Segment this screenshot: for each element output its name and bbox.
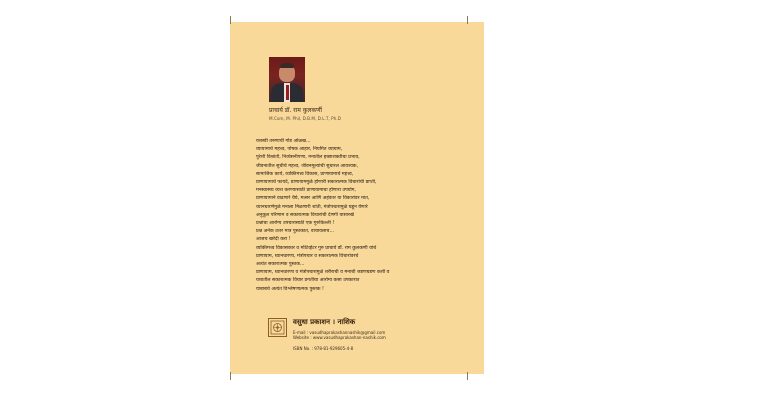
blurb-line: प्राणायाम, ध्यानधारणा, मंत्रोपचार व सकारात्मक विचारांवरचे xyxy=(256,253,359,259)
blurb-line: यशातील सकारात्मक विचार प्रगतीचा आरोग्य कसा उपकारात xyxy=(256,278,360,284)
crop-mark-bottom-right xyxy=(467,372,468,380)
author-name: प्राचार्य डॉ. राम कुलकर्णी xyxy=(269,107,322,114)
blurb-line: अनुकूल परिणाम व सकारात्मक विचारांची देणगी यासारखे xyxy=(256,212,354,218)
author-photo-tie xyxy=(286,85,289,100)
author-photo xyxy=(269,57,305,102)
publisher-logo-icon xyxy=(268,318,287,337)
blurb-line: मनस्वास्थ्य व्यत्त करण्यासाठी प्राणायामाचा होणारा उपयोग, xyxy=(256,188,356,194)
blurb-line: ध्यानधारणेमुळे मनाला मिळणारी शांती, मंत्रोपचारामुळे घडून येणारे xyxy=(256,204,368,210)
blurb-line: व्यायामाचे महत्त्व, पोषक आहार, नियमित व्यायाम, xyxy=(256,147,343,153)
publisher-email: E-mail : vasudhaprakashannashik@gmail.com xyxy=(293,330,386,335)
blurb-line: प्राणायाम, ध्यानधारणा व मंत्रोपचारामुळे शरीराची व मनाची जडणघडण कशी व xyxy=(256,270,390,276)
author-qualifications: M.Com, M. Phil, D.B.M, D.L.T, Ph.D xyxy=(269,116,341,121)
blurb-line: प्राणायामाने वाढणारे धैर्य, मत्सर आणि अहंकार या विकारांवर मात, xyxy=(256,196,370,202)
blurb-line: अत्यंत सकारात्मक पुस्तक... xyxy=(256,262,305,268)
publisher-name: वसुधा प्रकाशन । नाशिक xyxy=(293,318,356,326)
blurb-line: प्रश्न अनेक उत्तर मात्र पुस्तकात, वाचायलाच... xyxy=(256,229,335,235)
crop-mark-bottom-left xyxy=(230,372,231,380)
book-back-cover xyxy=(230,22,484,374)
blurb-line: व्यक्तिमत्त्व विकासकार व मोटिव्हेटर गुरु प्राचार्य डॉ. राम कुलकर्णी यांचे xyxy=(256,245,377,251)
publisher-contact xyxy=(293,330,386,340)
publisher-website: Website : www.vasudhaprakashan-nashik.com xyxy=(293,335,386,340)
crop-mark-top-right xyxy=(467,16,468,24)
blurb-line: यशस्वी तरुणाची गोड ओळख... xyxy=(256,139,311,144)
blurb-line: प्रश्नांचा आरोग्य उपचारासाठी एक गुरुकिल्ली ! xyxy=(256,221,335,227)
blurb-line: जीवनातील सुचीचे महत्त्व, जीवनमूल्यांची सुधारल आवश्यक, xyxy=(256,163,359,169)
blurb-line: सामाजिक कार्य, व्यक्तिमत्त्व विकास, प्राणायामाचे महत्त्व, xyxy=(256,171,354,177)
blurb-line: याबाबचे अत्यंत विश्लेषणात्मक पुस्तक ! xyxy=(256,286,324,292)
isbn-number: ISBN No. : 978-81-929605-4-8 xyxy=(293,346,354,351)
blurb-line: आजच खरेदी करा ! xyxy=(256,237,291,243)
blurb-line: प्राणायामाचे फायदे, प्राणायाममुळे होणारी सकारात्मक विचारांची प्राप्ती, xyxy=(256,180,377,186)
blurb-line: पुरेशी विश्रांती, निर्व्यसनीपणा, मनातील इच्छाशक्तीचा प्रभाव, xyxy=(256,155,360,161)
blurb-text xyxy=(256,138,461,294)
author-photo-hair xyxy=(280,63,294,68)
crop-mark-top-left xyxy=(230,16,231,24)
